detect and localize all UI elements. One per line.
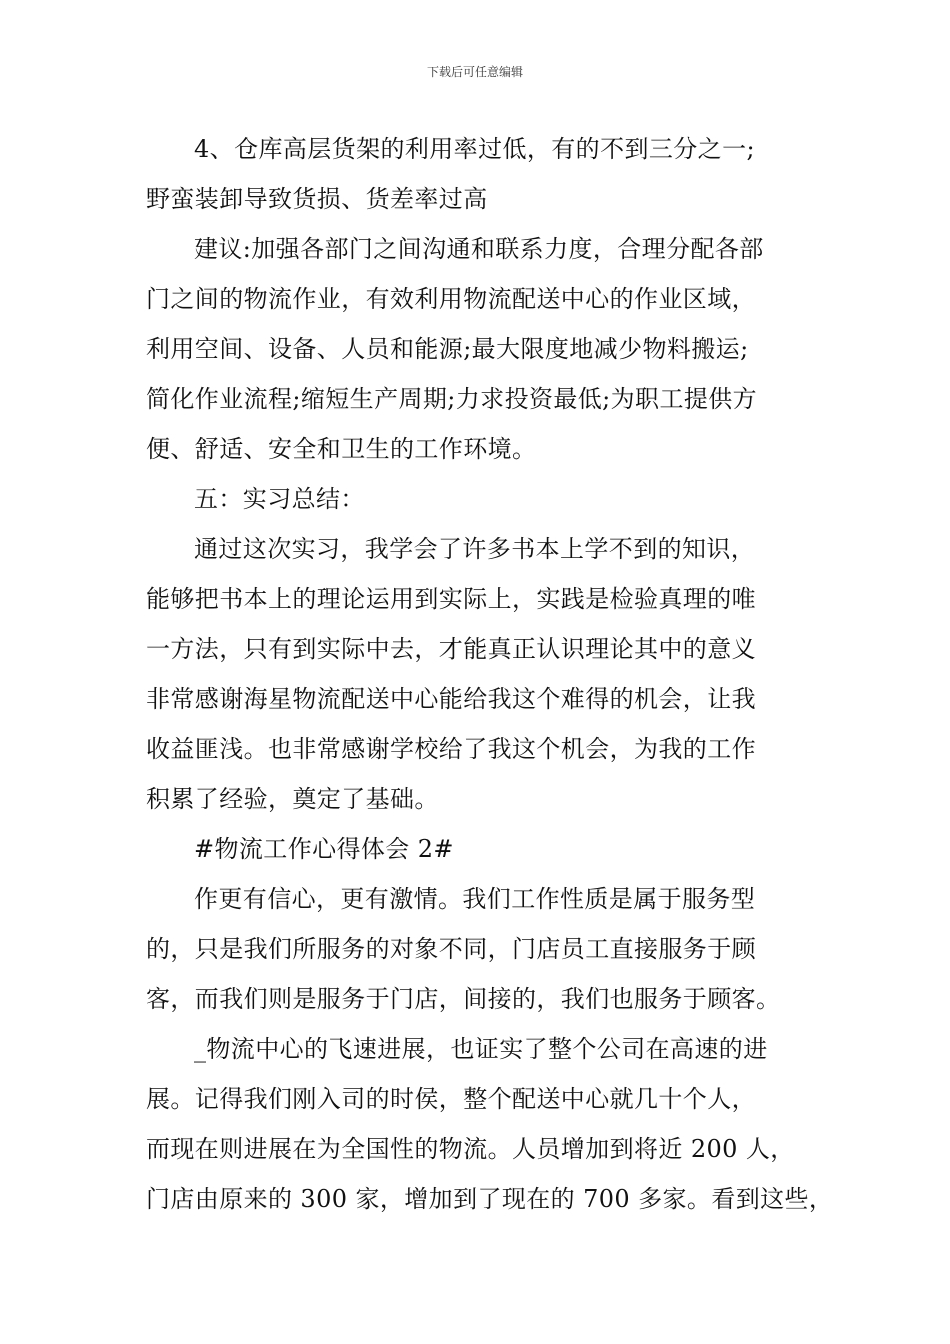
text-line: 五：实习总结： <box>194 485 365 513</box>
text-line: 一方法，只有到实际中去，才能真正认识理论其中的意义 <box>146 635 756 663</box>
text-line: 利用空间、设备、人员和能源;最大限度地减少物料搬运; <box>146 335 749 363</box>
paragraph-warehouse-issue <box>146 124 818 224</box>
text-line: 积累了经验，奠定了基础。 <box>146 785 439 813</box>
text-line: 野蛮装卸导致货损、货差率过高 <box>146 185 488 213</box>
text-line: _物流中心的飞速进展，也证实了整个公司在高速的进 <box>194 1035 768 1063</box>
text-line: 客，而我们则是服务于门店，间接的，我们也服务于顾客。 <box>146 985 781 1013</box>
paragraph-summary <box>146 524 818 824</box>
paragraph-service-nature <box>146 874 818 1024</box>
text-line: 收益匪浅。也非常感谢学校给了我这个机会，为我的工作 <box>146 735 756 763</box>
text-line: 门之间的物流作业，有效利用物流配送中心的作业区域， <box>146 285 756 313</box>
paragraph-suggestion <box>146 224 818 474</box>
text-line: 作更有信心，更有激情。我们工作性质是属于服务型 <box>194 885 756 913</box>
section-heading-experience-2 <box>146 824 818 874</box>
text-line: 非常感谢海星物流配送中心能给我这个难得的机会，让我 <box>146 685 756 713</box>
paragraph-growth <box>146 1024 834 1224</box>
text-line: 展。记得我们刚入司的时侯，整个配送中心就几十个人， <box>146 1085 756 1113</box>
page-header-note: 下载后可任意编辑 <box>426 65 523 79</box>
text-line: 通过这次实习，我学会了许多书本上学不到的知识， <box>194 535 756 563</box>
text-line: 能够把书本上的理论运用到实际上，实践是检验真理的唯 <box>146 585 756 613</box>
text-line: 门店由原来的 300 家，增加到了现在的 700 多家。看到这些， <box>146 1185 834 1213</box>
text-line: 便、舒适、安全和卫生的工作环境。 <box>146 435 537 463</box>
text-line: 建议:加强各部门之间沟通和联系力度，合理分配各部 <box>194 235 764 263</box>
text-line: 简化作业流程;缩短生产周期;力求投资最低;为职工提供方 <box>146 385 758 413</box>
text-line: 而现在则进展在为全国性的物流。人员增加到将近 200 人， <box>146 1135 795 1163</box>
text-line: 4、仓库高层货架的利用率过低，有的不到三分之一; <box>194 135 755 163</box>
document-body <box>146 124 834 1224</box>
text-line: 的，只是我们所服务的对象不同，门店员工直接服务于顾 <box>146 935 756 963</box>
section-heading-summary <box>146 474 818 524</box>
text-line: #物流工作心得体会 2# <box>194 835 454 863</box>
